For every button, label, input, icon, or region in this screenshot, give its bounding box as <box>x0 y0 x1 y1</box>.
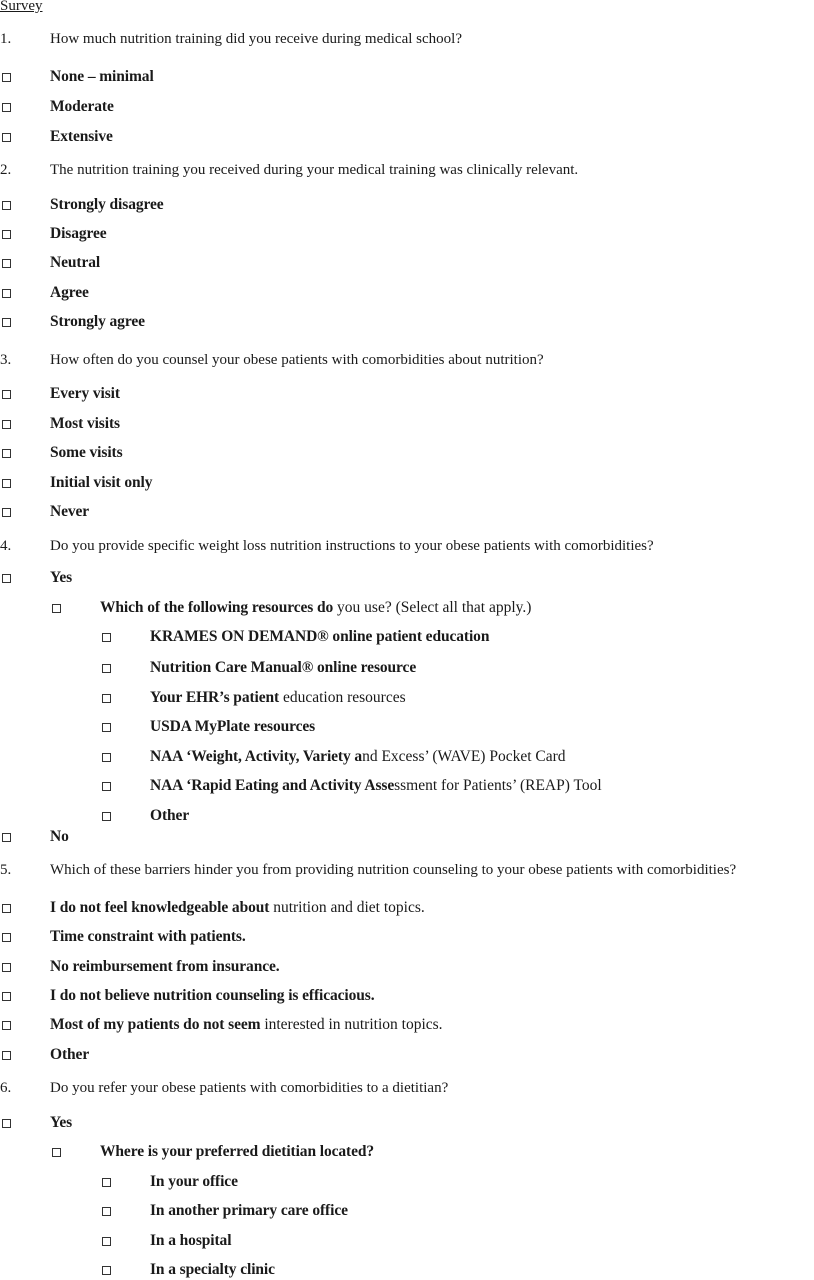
resource-option <box>150 777 602 795</box>
question-text: Do you provide specific weight loss nutrition instructions to your obese patients with comorbidities? <box>50 538 654 554</box>
barrier-option <box>50 1016 443 1034</box>
checkbox[interactable] <box>2 201 11 210</box>
barrier-option <box>50 899 425 917</box>
checkbox[interactable] <box>102 812 111 821</box>
sub-question-rest: you use? (Select all that apply.) <box>333 599 532 616</box>
checkbox[interactable] <box>2 390 11 399</box>
option-rest: interested in nutrition topics. <box>260 1016 443 1033</box>
checkbox[interactable] <box>102 1178 111 1187</box>
option-label: No <box>50 828 69 845</box>
option-bold: Other <box>150 807 190 824</box>
barrier-option <box>50 928 246 946</box>
option-bold: Time constraint with patients. <box>50 928 246 945</box>
option-label: Strongly disagree <box>50 196 164 213</box>
question-number: 6. <box>0 1080 12 1096</box>
barrier-option <box>50 1046 89 1064</box>
question-text: How much nutrition training did you receive during medical school? <box>50 31 462 47</box>
checkbox[interactable] <box>2 479 11 488</box>
checkbox[interactable] <box>2 963 11 972</box>
checkbox[interactable] <box>102 694 111 703</box>
question-number: 4. <box>0 538 12 554</box>
question-number: 1. <box>0 31 12 47</box>
option-rest: education resources <box>279 689 406 706</box>
sub-question-text: Where is your preferred dietitian located? <box>100 1143 375 1160</box>
location-option: In a specialty clinic <box>150 1261 275 1278</box>
option-label: Agree <box>50 284 89 301</box>
checkbox[interactable] <box>52 1148 61 1157</box>
checkbox[interactable] <box>102 753 111 762</box>
option-label: Yes <box>50 569 73 586</box>
location-option: In a hospital <box>150 1232 232 1249</box>
sub-question-text <box>100 599 531 617</box>
option-bold: NAA ‘Rapid Eating and Activity Asse <box>150 777 395 794</box>
option-bold: Most of my patients do not seem <box>50 1016 261 1033</box>
option-label: Extensive <box>50 128 113 145</box>
checkbox[interactable] <box>2 933 11 942</box>
checkbox[interactable] <box>2 318 11 327</box>
option-label: Yes <box>50 1114 73 1131</box>
option-bold: Nutrition Care Manual® online resource <box>150 659 417 676</box>
checkbox[interactable] <box>2 1051 11 1060</box>
sub-question-bold: Which of the following resources do <box>100 599 334 616</box>
resource-option <box>150 807 189 825</box>
checkbox[interactable] <box>52 604 61 613</box>
checkbox[interactable] <box>2 133 11 142</box>
option-label: Never <box>50 503 90 520</box>
option-label: Disagree <box>50 225 107 242</box>
question-number: 2. <box>0 162 12 178</box>
option-rest: nd Excess’ (WAVE) Pocket Card <box>362 748 566 765</box>
option-bold: Other <box>50 1046 90 1063</box>
option-bold: USDA MyPlate resources <box>150 718 316 735</box>
question-text: Which of these barriers hinder you from providing nutrition counseling to your obese patients with comorbidities? <box>50 862 737 878</box>
checkbox[interactable] <box>102 1207 111 1216</box>
checkbox[interactable] <box>2 904 11 913</box>
checkbox[interactable] <box>102 1266 111 1275</box>
checkbox[interactable] <box>102 723 111 732</box>
checkbox[interactable] <box>102 633 111 642</box>
option-rest: ssment for Patients’ (REAP) Tool <box>394 777 602 794</box>
option-bold: NAA ‘Weight, Activity, Variety a <box>150 748 363 765</box>
checkbox[interactable] <box>2 289 11 298</box>
checkbox[interactable] <box>2 992 11 1001</box>
checkbox[interactable] <box>102 1237 111 1246</box>
option-label: Every visit <box>50 385 120 402</box>
checkbox[interactable] <box>2 259 11 268</box>
option-bold: No reimbursement from insurance. <box>50 958 280 975</box>
checkbox[interactable] <box>102 782 111 791</box>
checkbox[interactable] <box>2 574 11 583</box>
checkbox[interactable] <box>2 833 11 842</box>
checkbox[interactable] <box>2 73 11 82</box>
option-label: None – minimal <box>50 68 154 85</box>
survey-title: Survey <box>0 0 43 14</box>
question-number: 3. <box>0 352 12 368</box>
option-bold: I do not believe nutrition counseling is efficacious. <box>50 987 375 1004</box>
option-label: Initial visit only <box>50 474 153 491</box>
option-rest: nutrition and diet topics. <box>269 899 425 916</box>
resource-option <box>150 718 315 736</box>
resource-option <box>150 628 489 646</box>
question-text: The nutrition training you received during your medical training was clinically relevant. <box>50 162 579 178</box>
resource-option <box>150 748 566 766</box>
option-label: Neutral <box>50 254 101 271</box>
resource-option <box>150 689 406 707</box>
location-option: In your office <box>150 1173 238 1190</box>
location-option: In another primary care office <box>150 1202 348 1219</box>
checkbox[interactable] <box>2 1119 11 1128</box>
question-text: How often do you counsel your obese patients with comorbidities about nutrition? <box>50 352 544 368</box>
barrier-option <box>50 958 280 976</box>
checkbox[interactable] <box>2 449 11 458</box>
option-label: Most visits <box>50 415 120 432</box>
option-bold: KRAMES ON DEMAND® online patient education <box>150 628 490 645</box>
question-text: Do you refer your obese patients with comorbidities to a dietitian? <box>50 1080 449 1096</box>
checkbox[interactable] <box>2 508 11 517</box>
checkbox[interactable] <box>2 103 11 112</box>
checkbox[interactable] <box>2 1021 11 1030</box>
option-label: Strongly agree <box>50 313 145 330</box>
option-bold: I do not feel knowledgeable about <box>50 899 270 916</box>
checkbox[interactable] <box>2 420 11 429</box>
option-label: Some visits <box>50 444 123 461</box>
resource-option <box>150 659 416 677</box>
question-number: 5. <box>0 862 12 878</box>
checkbox[interactable] <box>102 664 111 673</box>
barrier-option <box>50 987 375 1005</box>
option-bold: Your EHR’s patient <box>150 689 280 706</box>
option-label: Moderate <box>50 98 114 115</box>
checkbox[interactable] <box>2 230 11 239</box>
